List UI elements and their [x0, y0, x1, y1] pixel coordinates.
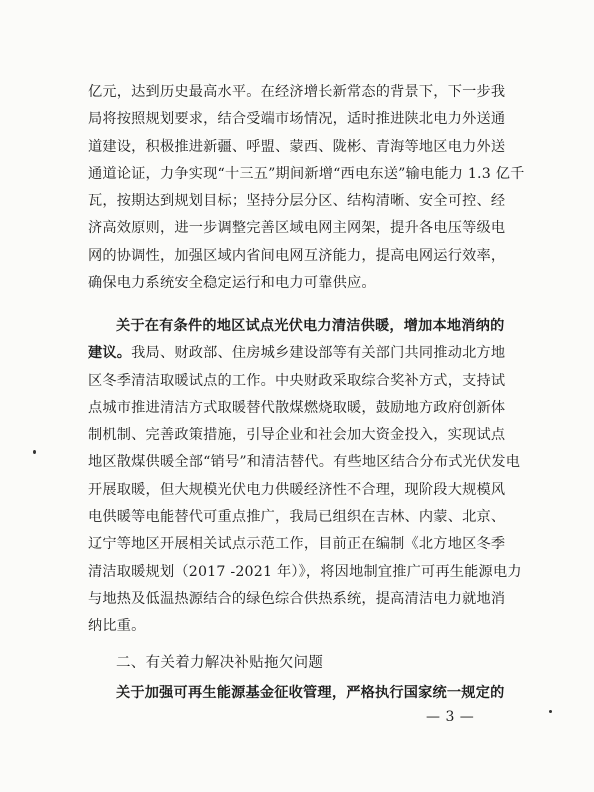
text-line: 纳比重。 [88, 618, 146, 635]
proposal-heading: 关于在有条件的地区试点光伏电力清洁供暖，增加本地消纳的 [116, 318, 505, 334]
proposal-heading: 关于加强可再生能源基金征收管理，严格执行国家统一规定的 [116, 685, 505, 701]
scan-speck [549, 710, 552, 713]
text-line: 清洁取暖规划（2017 -2021 年）》，将因地制宜推广可再生能源电力 [88, 563, 522, 580]
text-line: 开展取暖，但大规模光伏电力供暖经济性不合理，现阶段大规模风 [88, 481, 506, 498]
text-line: 制机制、完善政策措施，引导企业和社会加大资金投入，实现试点 [88, 427, 506, 444]
text-line: 亿元，达到历史最高水平。在经济增长新常态的背景下，下一步我 [88, 84, 506, 100]
text-line: 电供暖等电能替代可重点推广，我局已组织在吉林、内蒙、北京、 [88, 509, 506, 526]
section-heading: 二、有关着力解决补贴拖欠问题 [116, 655, 324, 671]
paragraph-clean-heating [88, 313, 522, 641]
paragraph-subsidy [88, 680, 506, 707]
text-line: 地区散煤供暖全部“销号”和清洁替代。有些地区结合分布式光伏发电 [88, 454, 521, 471]
text-line: 确保电力系统安全稳定运行和电力可靠供应。 [88, 275, 376, 292]
text-line: 济高效原则，进一步调整完善区域电网主网架，提升各电压等级电 [88, 220, 506, 237]
text-line: 区冬季清洁取暖试点的工作。中央财政采取综合奖补方式，支持试 [88, 372, 506, 389]
text-line: 辽宁等地区开展相关试点示范工作，目前正在编制《北方地区冬季 [88, 536, 506, 553]
paragraph-grid-construction [88, 79, 525, 297]
text-line-rest: 我局、财政部、住房城乡建设部等有关部门共同推动北方地 [131, 345, 506, 362]
text-line: 局将按照规划要求，结合受端市场情况，适时推进陕北电力外送通 [88, 111, 506, 128]
page-number: — 3 — [426, 709, 475, 725]
scan-speck [33, 450, 36, 454]
text-line: 点城市推进清洁方式取暖替代散煤燃烧取暖，鼓励地方政府创新体 [88, 399, 506, 416]
text-line: 通道论证，力争实现“十三五”期间新增“西电东送”输电能力 1.3 亿千 [88, 165, 525, 182]
text-line: 与地热及低温热源结合的绿色综合供热系统，提高清洁电力就地消 [88, 590, 506, 607]
text-line: 道建设，积极推进新疆、呼盟、蒙西、陇彬、青海等地区电力外送 [88, 138, 506, 155]
text-line: 瓦，按期达到规划目标；坚持分层分区、结构清晰、安全可控、经 [88, 193, 506, 210]
text-line [88, 340, 506, 367]
proposal-heading-cont: 建议。 [88, 345, 132, 362]
text-line: 网的协调性，加强区域内省间电网互济能力，提高电网运行效率， [88, 247, 506, 264]
